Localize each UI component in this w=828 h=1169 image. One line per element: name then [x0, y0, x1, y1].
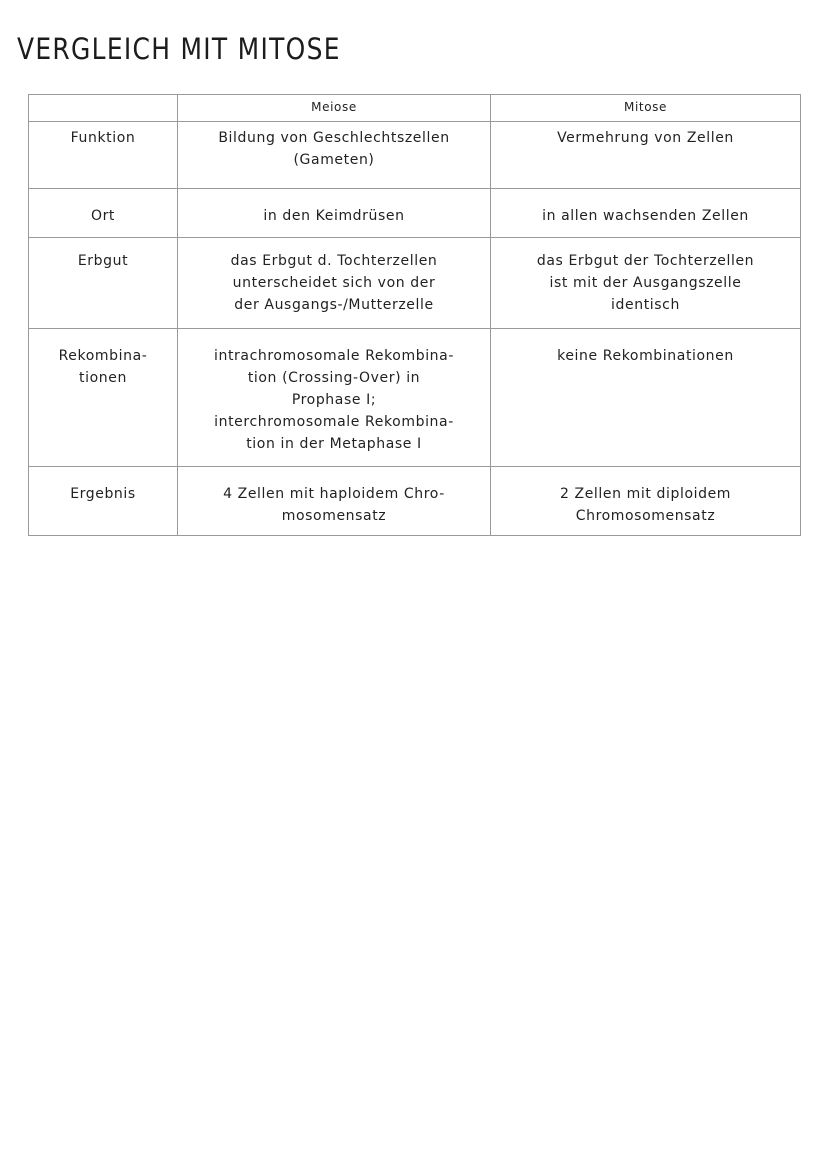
cell-mitose-rekombinationen: keine Rekombinationen	[491, 329, 801, 467]
comparison-table	[28, 94, 801, 536]
header-cell-meiose: Meiose	[178, 95, 491, 122]
table-row	[29, 467, 801, 536]
page-title: VERGLEICH MIT MITOSE	[17, 32, 341, 66]
cell-meiose-erbgut: das Erbgut d. Tochterzellen unterscheidet sich von der der Ausgangs-/Mutterzelle	[178, 238, 491, 329]
cell-mitose-ort: in allen wachsenden Zellen	[491, 189, 801, 238]
cell-meiose-rekombinationen: intrachromosomale Rekombina- tion (Crossing-Over) in Prophase I; interchromosomale Rekombina- tion in der Metaphase I	[178, 329, 491, 467]
table-row	[29, 238, 801, 329]
row-label-funktion: Funktion	[29, 122, 178, 189]
cell-meiose-ergebnis: 4 Zellen mit haploidem Chro- mosomensatz	[178, 467, 491, 536]
table-row	[29, 189, 801, 238]
cell-mitose-ergebnis: 2 Zellen mit diploidem Chromosomensatz	[491, 467, 801, 536]
table-header-row	[29, 95, 801, 122]
row-label-ort: Ort	[29, 189, 178, 238]
cell-meiose-funktion: Bildung von Geschlechtszellen (Gameten)	[178, 122, 491, 189]
cell-meiose-ort: in den Keimdrüsen	[178, 189, 491, 238]
cell-mitose-funktion: Vermehrung von Zellen	[491, 122, 801, 189]
row-label-ergebnis: Ergebnis	[29, 467, 178, 536]
header-cell-mitose: Mitose	[491, 95, 801, 122]
row-label-erbgut: Erbgut	[29, 238, 178, 329]
header-cell-empty	[29, 95, 178, 122]
table-row	[29, 122, 801, 189]
table-row	[29, 329, 801, 467]
row-label-rekombinationen: Rekombina- tionen	[29, 329, 178, 467]
cell-mitose-erbgut: das Erbgut der Tochterzellen ist mit der Ausgangszelle identisch	[491, 238, 801, 329]
